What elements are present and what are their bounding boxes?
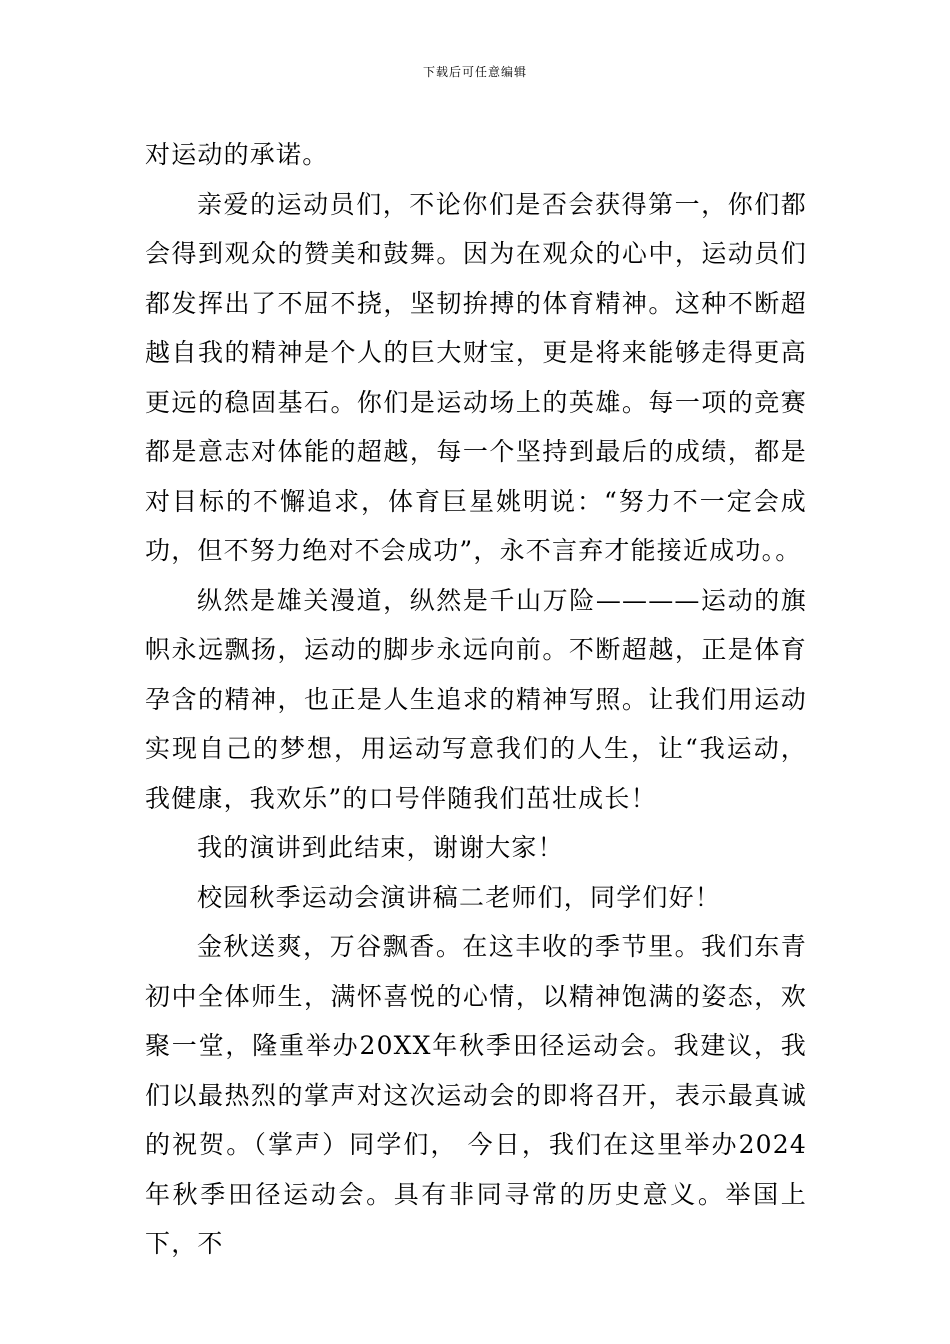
page-header: 下载后可任意编辑 <box>422 65 527 79</box>
paragraph: 校园秋季运动会演讲稿二老师们，同学们好！ <box>197 882 722 912</box>
paragraph: 金秋送爽，万谷飘香。在这丰收的季节里。我们东青初中全体师生，满怀喜悦的心情，以精神饱满的姿态，欢聚一堂，隆重举办20XX年秋季田径运动会。我建议，我们以最热烈的掌声对这次运动会的即将召开，表示最真诚的祝贺。（掌声）同学们， 今日，我们在这里举办2024年秋季田径运动会。具有非同寻常的历史意义。举国上下，不 <box>145 932 807 1258</box>
paragraph: 对运动的承诺。 <box>145 140 329 169</box>
paragraph: 我的演讲到此结束，谢谢大家！ <box>197 833 564 862</box>
paragraph: 纵然是雄关漫道，纵然是千山万险————运动的旗帜永远飘扬，运动的脚步永远向前。不断超越，正是体育孕含的精神，也正是人生追求的精神写照。让我们用运动实现自己的梦想，用运动写意我们的人生，让“我运动，我健康，我欢乐”的口号伴随我们茁壮成长！ <box>145 585 807 813</box>
document-body <box>145 130 807 1269</box>
paragraph: 亲爱的运动员们，不论你们是否会获得第一，你们都会得到观众的赞美和鼓舞。因为在观众的心中，运动员们都发挥出了不屈不挠，坚韧拚搏的体育精神。这种不断超越自我的精神是个人的巨大财宝，更是将来能够走得更高更远的稳固基石。你们是运动场上的英雄。每一项的竞赛都是意志对体能的超越，每一个坚持到最后的成绩，都是对目标的不懈追求，体育巨星姚明说：“努力不一定会成功，但不努力绝对不会成功”，永不言弃才能接近成功。。 <box>145 189 807 565</box>
